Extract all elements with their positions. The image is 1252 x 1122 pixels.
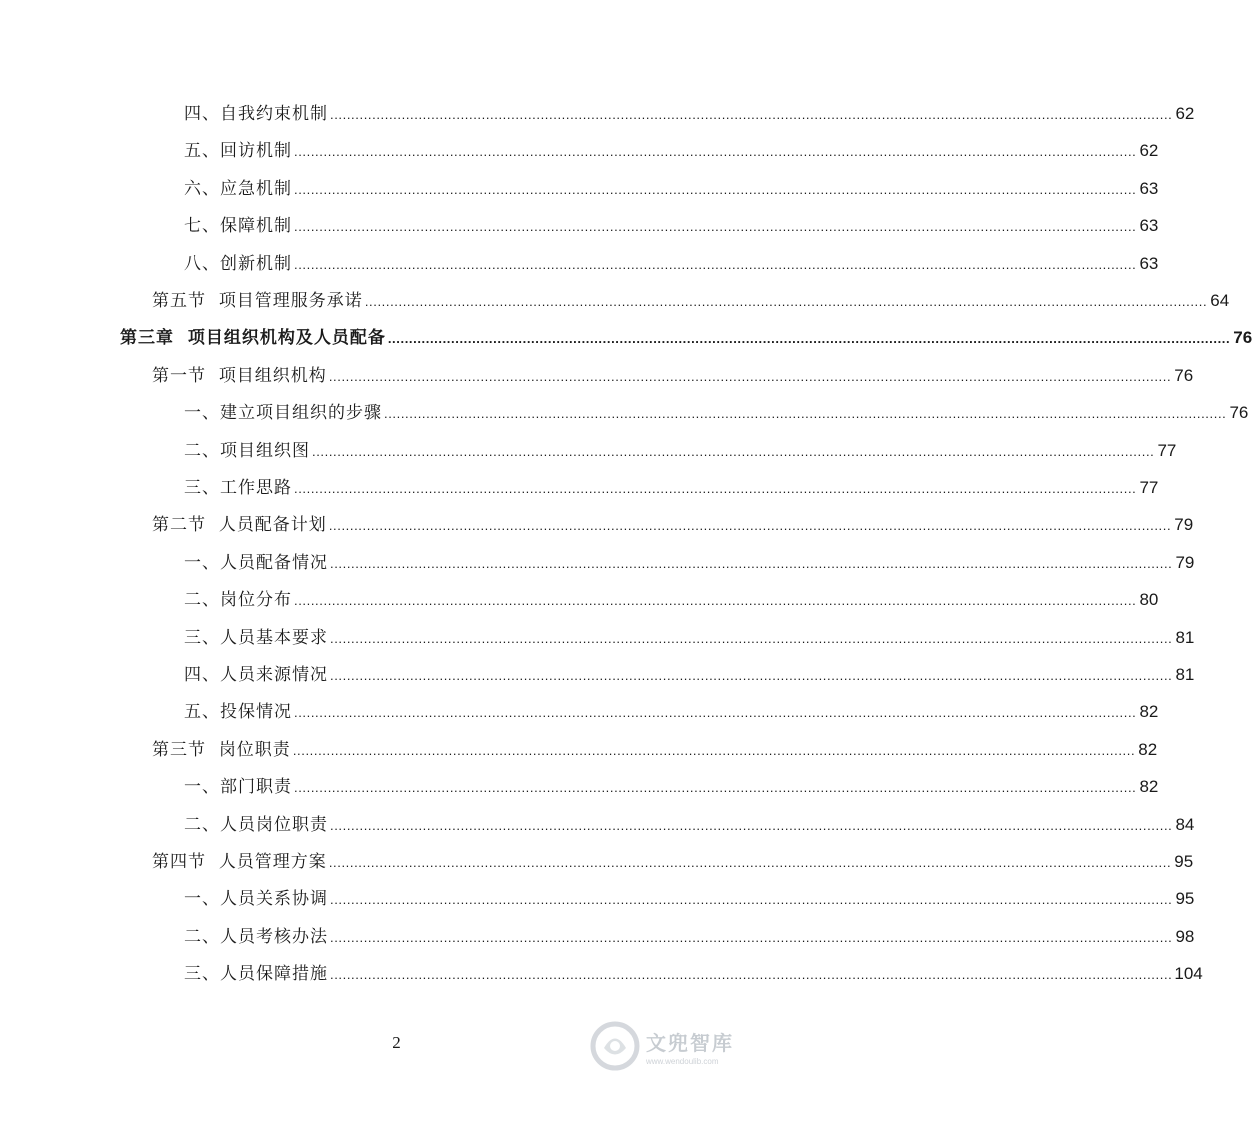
toc-entry-number: 三、 <box>184 964 220 985</box>
toc-entry-title: 部门职责 <box>220 777 292 798</box>
toc-entry-title: 项目组织机构 <box>218 365 327 386</box>
toc-entry-title: 工作思路 <box>220 478 292 498</box>
toc-entry-number: 五、 <box>184 141 220 162</box>
wendou-logo-icon <box>590 1021 640 1071</box>
toc-entry-title: 人员配备情况 <box>220 552 328 573</box>
toc-entry-page: 79 <box>1175 552 1195 572</box>
toc-entry-page: 77 <box>1139 478 1159 497</box>
toc-dot-leader: ........................................................................................................................................................................................................ <box>330 668 1173 683</box>
toc-entry[interactable] <box>184 100 1195 128</box>
toc-dot-leader: ........................................................................................................................................................................................................ <box>294 219 1137 235</box>
toc-entry[interactable] <box>184 549 1195 577</box>
toc-entry-title: 岗位职责 <box>218 739 291 760</box>
toc-entry-title: 自我约束机制 <box>220 104 328 124</box>
toc-entry[interactable] <box>184 698 1159 726</box>
toc-dot-leader: ........................................................................................................................................................................................................ <box>294 144 1137 160</box>
toc-entry-page: 81 <box>1175 665 1195 684</box>
toc-entry[interactable] <box>184 399 1249 427</box>
toc-entry[interactable] <box>152 362 1194 390</box>
toc-entry-page: 98 <box>1175 926 1195 946</box>
toc-entry[interactable] <box>184 474 1159 502</box>
toc-dot-leader: ........................................................................................................................................................................................................ <box>330 817 1173 833</box>
toc-dot-leader: ........................................................................................................................................................................................................ <box>330 929 1173 945</box>
toc-entry-number: 一、 <box>184 777 220 798</box>
toc-dot-leader: ........................................................................................................................................................................................................ <box>294 705 1137 721</box>
toc-entry[interactable] <box>152 736 1158 764</box>
toc-entry-number: 二、 <box>184 440 220 461</box>
toc-entry[interactable] <box>184 175 1159 203</box>
toc-entry[interactable] <box>184 212 1159 240</box>
toc-entry-page: 95 <box>1175 889 1195 909</box>
toc-entry-page: 63 <box>1139 178 1159 198</box>
toc-entry[interactable] <box>184 137 1159 165</box>
toc-dot-leader: ........................................................................................................................................................................................................ <box>294 780 1137 796</box>
toc-entry[interactable] <box>184 661 1195 689</box>
toc-dot-leader: ........................................................................................................................................................................................................ <box>330 892 1173 908</box>
toc-entry-number: 三、 <box>184 478 220 498</box>
toc-entry-title: 项目组织机构及人员配备 <box>187 328 386 349</box>
toc-entry-title: 创新机制 <box>220 253 292 274</box>
toc-entry-number: 一、 <box>184 889 220 910</box>
watermark-url: www.wendoulib.com <box>646 1056 719 1066</box>
toc-entry-page: 104 <box>1174 964 1203 984</box>
toc-entry-title: 人员关系协调 <box>220 889 328 910</box>
toc-entry-number: 第三节 <box>152 739 219 760</box>
toc-entry[interactable] <box>184 960 1203 988</box>
toc-entry[interactable] <box>152 848 1194 876</box>
toc-entry[interactable] <box>184 811 1195 839</box>
toc-dot-leader: ........................................................................................................................................................................................................ <box>294 481 1137 496</box>
toc-entry-title: 人员管理方案 <box>218 852 327 872</box>
toc-entry-page: 76 <box>1233 328 1252 348</box>
toc-entry-page: 82 <box>1138 739 1158 759</box>
toc-dot-leader: ........................................................................................................................................................................................................ <box>330 555 1173 571</box>
toc-entry[interactable] <box>152 511 1194 539</box>
toc-dot-leader: ........................................................................................................................................................................................................ <box>387 331 1231 347</box>
toc-entry-number: 第三章 <box>120 328 188 349</box>
page-number: 2 <box>392 1033 401 1052</box>
toc-entry-number: 二、 <box>184 814 220 835</box>
toc-entry-number: 第一节 <box>152 365 219 386</box>
toc-entry-number: 二、 <box>184 926 220 947</box>
toc-entry[interactable] <box>152 287 1230 315</box>
toc-dot-leader: ........................................................................................................................................................................................................ <box>294 181 1137 197</box>
toc-entry[interactable] <box>184 586 1159 614</box>
toc-entry-number: 八、 <box>184 253 220 274</box>
toc-entry-title: 人员来源情况 <box>220 665 328 685</box>
toc-entry[interactable] <box>184 437 1177 465</box>
toc-entry-page: 76 <box>1174 365 1194 385</box>
toc-entry-number: 四、 <box>184 104 220 124</box>
toc-entry-number: 四、 <box>184 665 220 685</box>
toc-entry-page: 62 <box>1175 104 1195 123</box>
toc-entry-page: 95 <box>1174 852 1194 871</box>
toc-entry-title: 人员考核办法 <box>220 926 328 947</box>
toc-entry-title: 投保情况 <box>220 702 292 723</box>
toc-entry-page: 81 <box>1175 627 1195 647</box>
toc-entry-title: 人员保障措施 <box>220 964 328 985</box>
toc-dot-leader: ........................................................................................................................................................................................................ <box>364 294 1208 309</box>
toc-dot-leader: ........................................................................................................................................................................................................ <box>330 107 1173 122</box>
toc-entry[interactable] <box>184 250 1159 278</box>
toc-entry-page: 64 <box>1210 291 1230 310</box>
toc-entry-number: 三、 <box>184 627 220 648</box>
toc-entry-page: 80 <box>1139 590 1159 610</box>
toc-entry-title: 项目管理服务承诺 <box>218 291 363 311</box>
watermark <box>590 1018 780 1074</box>
toc-entry-number: 六、 <box>184 178 220 199</box>
toc-entry-number: 一、 <box>184 403 220 424</box>
toc-entry-number: 一、 <box>184 552 220 573</box>
toc-entry-page: 63 <box>1139 253 1159 273</box>
toc-entry-page: 77 <box>1157 440 1177 460</box>
toc-entry-title: 建立项目组织的步骤 <box>220 403 382 424</box>
watermark-name: 文兜智库 <box>646 1030 734 1055</box>
toc-dot-leader: ........................................................................................................................................................................................................ <box>328 368 1172 384</box>
toc-entry-title: 岗位分布 <box>220 590 292 611</box>
toc-entry-number: 第四节 <box>152 852 219 872</box>
toc-entry[interactable] <box>184 923 1195 951</box>
toc-dot-leader: ........................................................................................................................................................................................................ <box>330 967 1173 983</box>
toc-entry-page: 79 <box>1174 515 1194 535</box>
toc-entry-page: 63 <box>1139 216 1159 236</box>
toc-dot-leader: ........................................................................................................................................................................................................ <box>294 593 1137 609</box>
toc-entry[interactable] <box>120 324 1252 352</box>
toc-entry-title: 人员基本要求 <box>220 627 328 648</box>
toc-dot-leader: ........................................................................................................................................................................................................ <box>294 256 1137 272</box>
toc-entry-title: 保障机制 <box>220 216 292 237</box>
toc-entry-page: 82 <box>1139 702 1159 722</box>
toc-entry[interactable] <box>184 624 1195 652</box>
toc-entry-title: 项目组织图 <box>220 440 310 461</box>
toc-entry-page: 62 <box>1139 141 1159 161</box>
toc-dot-leader: ........................................................................................................................................................................................................ <box>292 742 1136 758</box>
toc-entry-number: 五、 <box>184 702 220 723</box>
toc-entry-number: 第二节 <box>152 515 219 536</box>
toc-entry-title: 应急机制 <box>220 178 292 199</box>
toc-entry-number: 二、 <box>184 590 220 611</box>
toc-entry-number: 第五节 <box>152 291 219 311</box>
toc-entry[interactable] <box>184 773 1159 801</box>
toc-entry[interactable] <box>184 885 1195 913</box>
toc-dot-leader: ........................................................................................................................................................................................................ <box>328 855 1172 870</box>
toc-entry-page: 76 <box>1229 403 1249 423</box>
toc-entry-title: 回访机制 <box>220 141 292 162</box>
toc-dot-leader: ........................................................................................................................................................................................................ <box>312 443 1155 459</box>
toc-dot-leader: ........................................................................................................................................................................................................ <box>384 406 1227 422</box>
toc-entry-title: 人员配备计划 <box>218 515 327 536</box>
toc-entry-number: 七、 <box>184 216 220 237</box>
toc-entry-page: 82 <box>1139 777 1159 797</box>
toc-dot-leader: ........................................................................................................................................................................................................ <box>328 518 1172 534</box>
toc-dot-leader: ........................................................................................................................................................................................................ <box>330 630 1173 646</box>
toc-entry-title: 人员岗位职责 <box>220 814 328 835</box>
toc-entry-page: 84 <box>1175 814 1195 834</box>
